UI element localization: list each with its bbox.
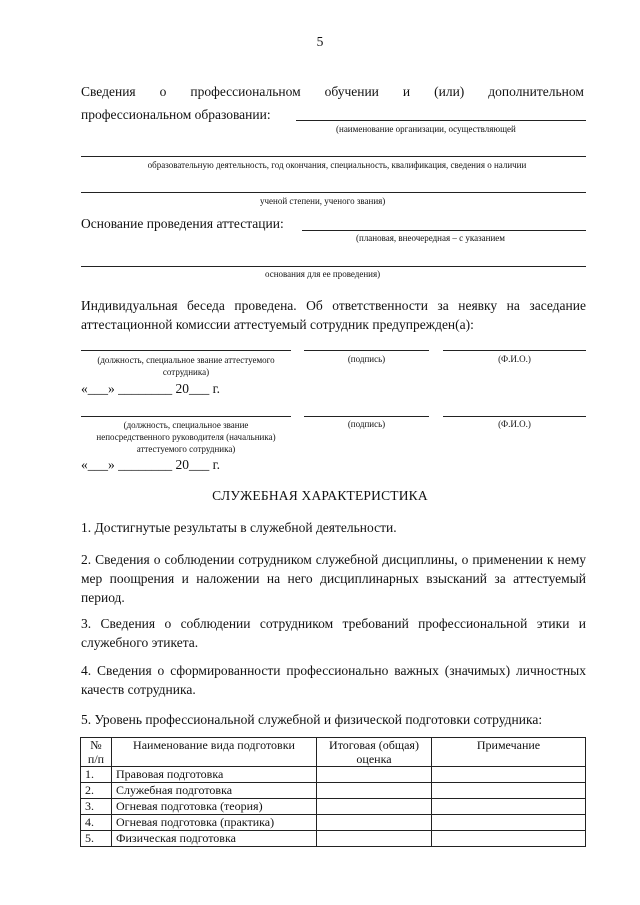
row-note[interactable] <box>432 799 586 815</box>
page-number: 5 <box>316 34 324 49</box>
row-score[interactable] <box>317 799 432 815</box>
hint-organization: (наименование организации, осуществляющей <box>336 124 516 134</box>
header-num: № п/п <box>81 738 112 767</box>
row-num: 5. <box>81 831 112 847</box>
row-score[interactable] <box>317 783 432 799</box>
table-header-row <box>81 738 586 767</box>
prof-training-line2: профессиональном образовании: <box>81 107 271 122</box>
sign-line <box>304 416 429 417</box>
row-note[interactable] <box>432 767 586 783</box>
row-name: Служебная подготовка <box>112 783 317 799</box>
sign-line <box>443 416 586 417</box>
sign-line <box>81 350 291 351</box>
row-num: 3. <box>81 799 112 815</box>
hint-fio: (Ф.И.О.) <box>498 419 531 429</box>
prof-training-line1 <box>81 84 584 100</box>
row-note[interactable] <box>432 831 586 847</box>
row-name: Физическая подготовка <box>112 831 317 847</box>
row-note[interactable] <box>432 815 586 831</box>
characteristic-item-5: 5. Уровень профессиональной служебной и физической подготовки сотрудника: <box>81 712 543 727</box>
header-note: Примечание <box>432 738 586 767</box>
hint-education: образовательную деятельность, год окончания, специальность, квалификация, сведения о наличии <box>147 160 527 170</box>
characteristic-item-2: 2. Сведения о соблюдении сотрудником служебной дисциплины, о применении к нему мер поощрения и наложении на него дисциплинарных взысканий за аттестуемый период. <box>81 552 586 605</box>
fill-line <box>81 156 586 157</box>
row-name: Огневая подготовка (практика) <box>112 815 317 831</box>
word: и <box>402 84 411 99</box>
row-num: 4. <box>81 815 112 831</box>
row-score[interactable] <box>317 767 432 783</box>
interview-text: Индивидуальная беседа проведена. Об ответственности за неявку на заседание аттестационной комиссии аттестуемый сотрудник предупрежден(а): <box>81 298 586 332</box>
row-name: Правовая подготовка <box>112 767 317 783</box>
hint-basis-2: основания для ее проведения) <box>265 269 381 279</box>
word: Сведения <box>81 84 136 99</box>
row-num: 1. <box>81 767 112 783</box>
hint-position: (должность, специальное звание аттестуемого сотрудника) <box>97 355 275 377</box>
hint-manager-position: (должность, специальное звание непосредственного руководителя (начальника) аттестуемого сотрудника) <box>96 420 276 454</box>
fill-line <box>81 266 586 267</box>
fill-line <box>81 192 586 193</box>
date-line: «___» ________ 20___ г. <box>81 381 221 396</box>
training-table <box>80 737 586 847</box>
date-line: «___» ________ 20___ г. <box>81 457 221 472</box>
characteristic-item-1: 1. Достигнутые результаты в служебной деятельности. <box>81 520 397 535</box>
row-note[interactable] <box>432 783 586 799</box>
header-name: Наименование вида подготовки <box>112 738 317 767</box>
table-row <box>81 815 586 831</box>
hint-signature: (подпись) <box>347 354 386 364</box>
row-name: Огневая подготовка (теория) <box>112 799 317 815</box>
row-score[interactable] <box>317 831 432 847</box>
word: (или) <box>434 84 465 99</box>
sign-line <box>81 416 291 417</box>
characteristic-item-4: 4. Сведения о сформированности профессионально важных (значимых) личностных качеств сотрудника. <box>81 663 586 697</box>
hint-signature: (подпись) <box>347 419 386 429</box>
word: обучении <box>324 84 379 99</box>
sign-line <box>304 350 429 351</box>
table-row <box>81 767 586 783</box>
table-row <box>81 783 586 799</box>
row-num: 2. <box>81 783 112 799</box>
characteristic-item-3: 3. Сведения о соблюдении сотрудником требований профессиональной этики и служебного этикета. <box>81 616 586 650</box>
word: о <box>159 84 167 99</box>
basis-label: Основание проведения аттестации: <box>81 216 284 231</box>
table-row <box>81 831 586 847</box>
row-score[interactable] <box>317 815 432 831</box>
fill-line <box>302 230 586 231</box>
fill-line <box>296 120 586 121</box>
hint-fio: (Ф.И.О.) <box>498 354 531 364</box>
header-score: Итоговая (общая) оценка <box>317 738 432 767</box>
section-title: СЛУЖЕБНАЯ ХАРАКТЕРИСТИКА <box>212 488 428 503</box>
table-row <box>81 799 586 815</box>
word: дополнительном <box>488 84 584 99</box>
word: профессиональном <box>190 84 301 99</box>
hint-basis: (плановая, внеочередная – с указанием <box>356 233 505 243</box>
sign-line <box>443 350 586 351</box>
hint-degree: ученой степени, ученого звания) <box>260 196 386 206</box>
